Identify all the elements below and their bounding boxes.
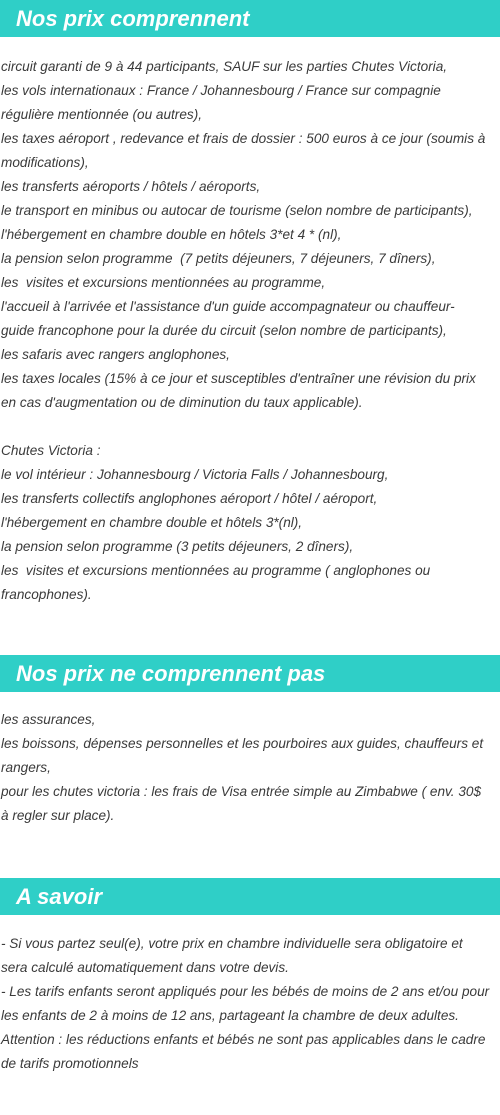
included-title: Nos prix comprennent — [0, 0, 500, 37]
included-item: les transferts aéroports / hôtels / aéroports, — [1, 179, 261, 194]
included-item: les taxes aéroport , redevance et frais de dossier : 500 euros à ce jour (soumis à modifications), — [1, 131, 486, 170]
victoria-item: la pension selon programme (3 petits déjeuners, 2 dîners), — [1, 539, 354, 554]
victoria-item: le vol intérieur : Johannesbourg / Victoria Falls / Johannesbourg, — [1, 467, 389, 482]
included-item: circuit garanti de 9 à 44 participants, SAUF sur les parties Chutes Victoria, — [1, 59, 448, 74]
excluded-item: les assurances, — [1, 712, 96, 727]
included-item: l'hébergement en chambre double en hôtels 3*et 4 * (nl), — [1, 227, 342, 242]
excluded-section — [0, 655, 500, 828]
info-item: - Les tarifs enfants seront appliqués pour les bébés de moins de 2 ans et/ou pour les enfants de 2 à moins de 12 ans, partageant la chambre de deux adultes. — [1, 984, 490, 1023]
good-to-know-list — [0, 932, 500, 1076]
blank-line — [1, 415, 500, 439]
victoria-item: les transferts collectifs anglophones aéroport / hôtel / aéroport, — [1, 491, 378, 506]
good-to-know-title: A savoir — [0, 878, 500, 915]
excluded-title: Nos prix ne comprennent pas — [0, 655, 500, 692]
included-item: la pension selon programme (7 petits déjeuners, 7 déjeuners, 7 dîners), — [1, 251, 436, 266]
included-item: l'accueil à l'arrivée et l'assistance d'un guide accompagnateur ou chauffeur- guide francophone pour la durée du circuit (selon nombre de participants), — [1, 299, 455, 338]
excluded-item: les boissons, dépenses personnelles et les pourboires aux guides, chauffeurs et rangers, — [1, 736, 484, 775]
included-item: les taxes locales (15% à ce jour et susceptibles d'entraîner une révision du prix en cas d'augmentation ou de diminution du taux applicable). — [1, 371, 476, 410]
included-item: les safaris avec rangers anglophones, — [1, 347, 230, 362]
included-item: les visites et excursions mentionnées au programme, — [1, 275, 326, 290]
victoria-item: les visites et excursions mentionnées au programme ( anglophones ou francophones). — [1, 563, 431, 602]
good-to-know-section — [0, 878, 500, 1076]
included-item: le transport en minibus ou autocar de tourisme (selon nombre de participants), — [1, 203, 473, 218]
excluded-item: pour les chutes victoria : les frais de Visa entrée simple au Zimbabwe ( env. 30$ à regler sur place). — [1, 784, 482, 823]
included-item: les vols internationaux : France / Johannesbourg / France sur compagnie régulière mentionnée (ou autres), — [1, 83, 441, 122]
victoria-heading: Chutes Victoria : — [1, 443, 101, 458]
info-item: Attention : les réductions enfants et bébés ne sont pas applicables dans le cadre de tarifs promotionnels — [1, 1032, 486, 1071]
info-item: - Si vous partez seul(e), votre prix en chambre individuelle sera obligatoire et sera calculé automatiquement dans votre devis. — [1, 936, 463, 975]
included-list — [0, 55, 500, 607]
victoria-item: l'hébergement en chambre double et hôtels 3*(nl), — [1, 515, 303, 530]
excluded-list — [0, 708, 500, 828]
